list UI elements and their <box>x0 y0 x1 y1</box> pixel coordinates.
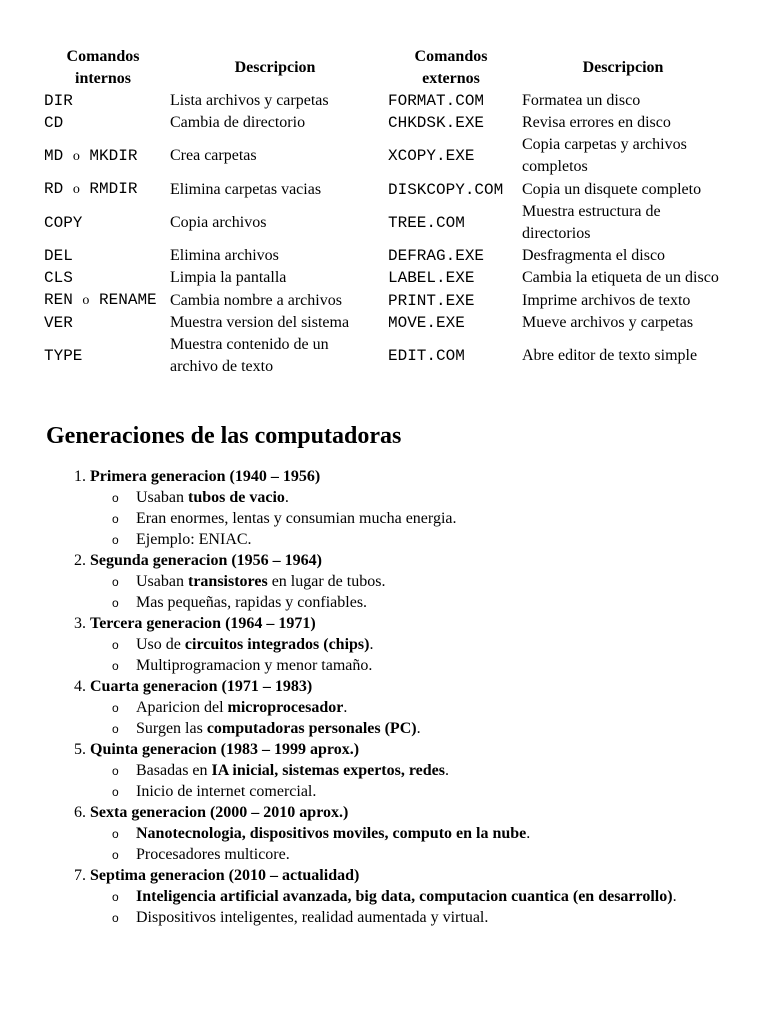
detail-text-end: . <box>526 825 531 842</box>
table-row <box>40 178 728 201</box>
external-command-cell: XCOPY.EXE <box>388 147 475 165</box>
internal-command-alias: RENAME <box>99 291 157 309</box>
internal-command-cell: TYPE <box>44 347 83 365</box>
internal-command-cell <box>40 289 166 312</box>
generation-title: Primera generacion (1940 – 1956) <box>90 468 321 485</box>
internal-command-cell <box>40 134 166 178</box>
internal-command-cell <box>40 178 166 201</box>
header-external-commands: Comandos externos <box>414 48 488 87</box>
commands-table <box>40 46 728 378</box>
external-command-cell: DISKCOPY.COM <box>388 180 504 199</box>
generation-title: Septima generacion (2010 – actualidad) <box>90 867 360 884</box>
external-description-cell: Imprime archivos de texto <box>522 291 691 309</box>
external-description-cell: Copia carpetas y archivos completos <box>522 136 687 175</box>
detail-text: Usaban <box>136 573 188 590</box>
table-row <box>40 289 728 312</box>
detail-text: Mas pequeñas, rapidas y confiables. <box>136 594 368 611</box>
detail-bold: Nanotecnologia, dispositivos moviles, computo en la nube <box>136 825 527 842</box>
generation-details <box>90 760 768 802</box>
detail-text: Aparicion del <box>136 699 228 716</box>
detail-item <box>136 760 768 781</box>
detail-text: Surgen las <box>136 720 207 737</box>
generation-item <box>90 613 768 676</box>
detail-text-end: en lugar de tubos. <box>267 573 386 590</box>
internal-command-cell: VER <box>44 314 73 332</box>
detail-item <box>136 907 768 928</box>
table-row <box>40 134 728 178</box>
detail-text: Dispositivos inteligentes, realidad aumentada y virtual. <box>136 909 489 926</box>
generation-details <box>90 571 768 613</box>
command-separator: o <box>82 293 90 308</box>
command-separator: o <box>72 182 80 197</box>
detail-text-end: . <box>416 720 421 737</box>
detail-text: Inicio de internet comercial. <box>136 783 317 800</box>
generation-item <box>90 550 768 613</box>
external-description-cell: Formatea un disco <box>522 92 641 109</box>
detail-item <box>136 823 768 844</box>
external-command-cell: EDIT.COM <box>388 347 465 365</box>
detail-text-end: . <box>672 888 677 905</box>
section-title: Generaciones de las computadoras <box>46 423 402 449</box>
detail-bold: IA inicial, sistemas expertos, redes <box>211 762 445 779</box>
generation-title: Quinta generacion (1983 – 1999 aprox.) <box>90 741 360 758</box>
internal-description-cell: Muestra contenido de un archivo de texto <box>170 336 329 375</box>
table-row <box>40 312 728 334</box>
generation-item <box>90 739 768 802</box>
detail-text-end: . <box>369 636 374 653</box>
detail-bold: Inteligencia artificial avanzada, big data, computacion cuantica (en desarrollo) <box>136 888 673 905</box>
detail-item <box>136 592 768 613</box>
generation-title: Cuarta generacion (1971 – 1983) <box>90 678 313 695</box>
table-body <box>40 90 728 378</box>
header-description: Descripcion <box>234 59 316 76</box>
header-internal-commands: Comandos internos <box>66 48 140 87</box>
internal-description-cell: Elimina archivos <box>170 247 279 264</box>
detail-item <box>136 634 768 655</box>
external-command-cell: PRINT.EXE <box>388 291 475 310</box>
external-command-cell: DEFRAG.EXE <box>388 247 485 265</box>
external-description-cell: Desfragmenta el disco <box>522 247 666 264</box>
table-row <box>40 245 728 267</box>
generation-details <box>90 697 768 739</box>
external-command-cell: CHKDSK.EXE <box>388 114 485 132</box>
internal-command-cell: CD <box>44 114 64 132</box>
internal-description-cell: Copia archivos <box>170 214 267 231</box>
detail-bold: microprocesador <box>227 699 344 716</box>
table-row <box>40 112 728 134</box>
external-command-cell: MOVE.EXE <box>388 314 465 332</box>
table-row <box>40 201 728 245</box>
detail-bold: tubos de vacio <box>187 489 285 506</box>
internal-command-cell: COPY <box>44 214 83 232</box>
generations-list <box>46 466 768 928</box>
detail-item <box>136 508 768 529</box>
internal-command-alias: RMDIR <box>89 180 138 198</box>
internal-command-cell: DEL <box>44 247 73 265</box>
generation-title: Sexta generacion (2000 – 2010 aprox.) <box>90 804 349 821</box>
external-description-cell: Mueve archivos y carpetas <box>522 314 694 331</box>
external-command-cell: FORMAT.COM <box>388 92 485 110</box>
generation-title: Tercera generacion (1964 – 1971) <box>90 615 316 632</box>
internal-description-cell: Muestra version del sistema <box>170 314 350 331</box>
internal-command-alias: MKDIR <box>89 146 138 165</box>
detail-text-end: . <box>284 489 289 506</box>
generation-details <box>90 823 768 865</box>
generation-details <box>90 634 768 676</box>
external-description-cell: Revisa errores en disco <box>522 114 671 131</box>
external-description-cell: Abre editor de texto simple <box>522 347 698 364</box>
detail-text: Procesadores multicore. <box>136 846 290 863</box>
generation-details <box>90 487 768 550</box>
detail-text: Ejemplo: ENIAC. <box>136 531 252 548</box>
command-separator: o <box>72 148 80 164</box>
table-row <box>40 90 728 112</box>
detail-item <box>136 718 768 739</box>
detail-text: Basadas en <box>136 762 212 779</box>
internal-description-cell: Crea carpetas <box>170 147 257 164</box>
internal-command-cell: CLS <box>44 269 73 287</box>
table-header-row <box>40 46 728 90</box>
internal-command: MD <box>44 146 64 165</box>
generation-details <box>90 886 768 928</box>
internal-command: RD <box>44 180 64 198</box>
detail-bold: computadoras personales (PC) <box>206 720 417 737</box>
generation-item <box>90 802 768 865</box>
internal-description-cell: Lista archivos y carpetas <box>170 92 329 109</box>
table-row <box>40 334 728 378</box>
detail-item <box>136 655 768 676</box>
generation-item <box>90 676 768 739</box>
detail-item <box>136 529 768 550</box>
detail-item <box>136 844 768 865</box>
detail-item <box>136 781 768 802</box>
detail-text-end: . <box>343 699 348 716</box>
header-description: Descripcion <box>582 59 664 76</box>
detail-text: Usaban <box>136 489 188 506</box>
external-description-cell: Muestra estructura de directorios <box>522 203 661 242</box>
external-command-cell: LABEL.EXE <box>388 269 475 287</box>
detail-text: Multiprogramacion y menor tamaño. <box>136 657 373 674</box>
detail-item <box>136 571 768 592</box>
internal-description-cell: Cambia de directorio <box>170 114 306 131</box>
generation-item <box>90 865 768 928</box>
external-description-cell: Copia un disquete completo <box>522 180 702 198</box>
internal-description-cell: Limpia la pantalla <box>170 269 287 286</box>
internal-description-cell: Cambia nombre a archivos <box>170 291 342 309</box>
detail-item <box>136 697 768 718</box>
external-description-cell: Cambia la etiqueta de un disco <box>522 269 719 286</box>
external-command-cell: TREE.COM <box>388 214 465 232</box>
detail-text: Uso de <box>136 636 185 653</box>
internal-command-cell: DIR <box>44 92 73 110</box>
internal-command: REN <box>44 291 73 309</box>
detail-text-end: . <box>445 762 449 779</box>
detail-text: Eran enormes, lentas y consumian mucha energia. <box>136 510 457 527</box>
detail-item <box>136 886 768 907</box>
detail-item <box>136 487 768 508</box>
generation-title: Segunda generacion (1956 – 1964) <box>90 552 322 569</box>
generation-item <box>90 466 768 550</box>
table-row <box>40 267 728 289</box>
internal-description-cell: Elimina carpetas vacias <box>170 180 322 198</box>
detail-bold: circuitos integrados (chips) <box>184 636 370 653</box>
detail-bold: transistores <box>187 573 268 590</box>
